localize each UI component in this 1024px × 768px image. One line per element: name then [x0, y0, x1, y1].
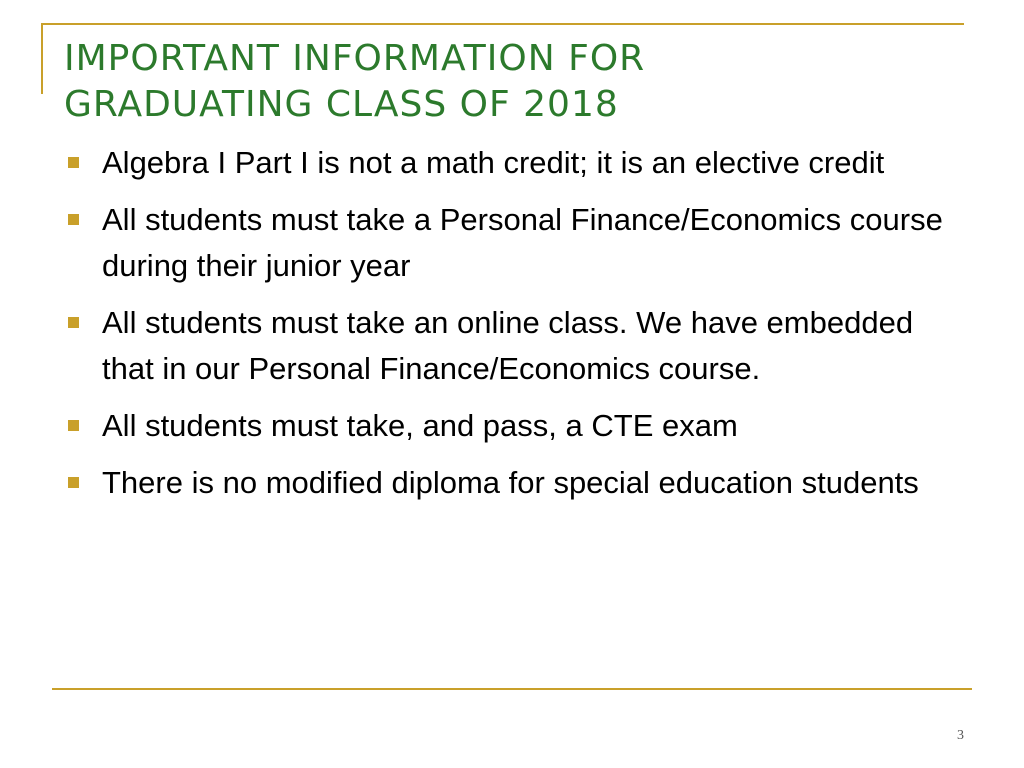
square-bullet-icon	[68, 157, 79, 168]
title-line-1: IMPORTANT INFORMATION FOR	[64, 38, 646, 79]
bullet-text: All students must take an online class. We have embedded that in our Personal Finance/Economics course.	[102, 305, 914, 386]
bullet-item	[62, 460, 967, 506]
frame-bottom-line	[52, 688, 972, 690]
bullet-item	[62, 140, 967, 186]
square-bullet-icon	[68, 214, 79, 225]
bullet-item	[62, 403, 967, 449]
page-number: 3	[957, 728, 964, 743]
bullet-item	[62, 300, 967, 392]
frame-left-line	[41, 23, 43, 94]
bullet-text: All students must take, and pass, a CTE exam	[102, 408, 738, 443]
bullet-item	[62, 197, 967, 289]
square-bullet-icon	[68, 317, 79, 328]
title-line-2: GRADUATING CLASS OF 2018	[64, 84, 619, 125]
square-bullet-icon	[68, 420, 79, 431]
square-bullet-icon	[68, 477, 79, 488]
frame-top-line	[42, 23, 964, 25]
bullet-text: Algebra I Part I is not a math credit; it is an elective credit	[102, 145, 885, 180]
bullet-text: All students must take a Personal Finance/Economics course during their junior year	[102, 202, 943, 283]
bullet-list	[62, 140, 967, 517]
bullet-text: There is no modified diploma for special education students	[102, 465, 919, 500]
slide-title	[64, 36, 944, 128]
